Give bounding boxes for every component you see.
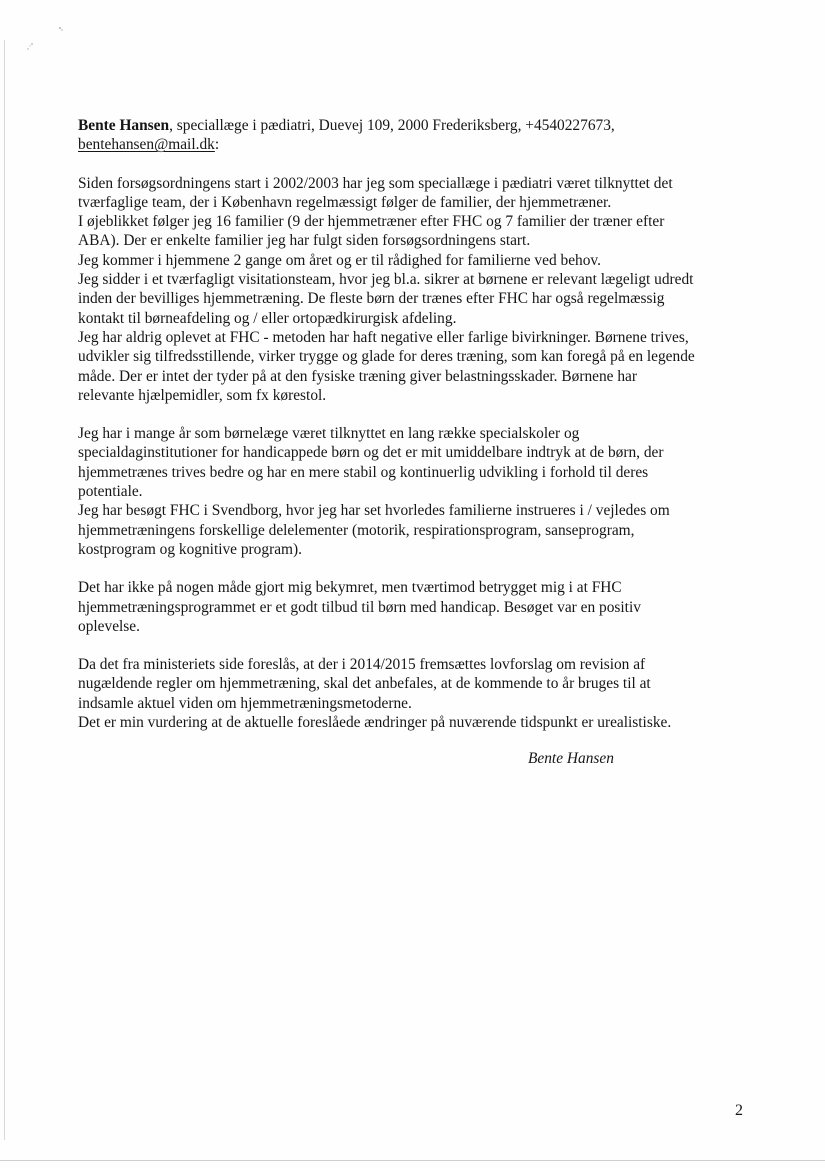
- author-name: Bente Hansen: [78, 117, 170, 134]
- paragraph-line: tværfaglige team, der i København regelmæssigt følger de familier, der hjemmetræner.: [78, 193, 612, 211]
- signature: Bente Hansen: [528, 750, 614, 767]
- paragraph-line: Jeg har aldrig oplevet at FHC - metoden har haft negative eller farlige bivirkninger. Børnene trives,: [78, 328, 689, 346]
- paragraph-line: inden der bevilliges hjemmetræning. De fleste børn der trænes efter FHC har også regelmæssig: [78, 290, 665, 308]
- paragraph-line: kontakt til børneafdeling og / eller ortopædkirurgisk afdeling.: [78, 309, 457, 327]
- paragraph: [78, 578, 748, 636]
- paragraph: [78, 424, 748, 559]
- paragraph-line: ABA). Der er enkelte familier jeg har fulgt siden forsøgsordningens start.: [78, 232, 531, 250]
- paragraph-line: Da det fra ministeriets side foreslås, at der i 2014/2015 fremsættes lovforslag om revision af: [78, 656, 646, 674]
- paragraph-line: kostprogram og kognitive program).: [78, 540, 302, 558]
- email-suffix: :: [214, 136, 220, 154]
- author-email: bentehansen@mail.dk: [78, 136, 215, 154]
- paragraph-line: nugældende regler om hjemmetræning, skal det anbefales, at de kommende to år bruges til at: [78, 675, 651, 693]
- paragraph: [78, 174, 748, 406]
- author-details: , speciallæge i pædiatri, Duevej 109, 2000 Frederiksberg, +4540227673,: [169, 117, 615, 134]
- paragraph-line: Jeg sidder i et tværfagligt visitationsteam, hvor jeg bl.a. sikrer at børnene er relevant lægeligt udredt: [78, 271, 694, 289]
- paragraph-line: specialdaginstitutioner for handicappede børn og det er mit umiddelbare indtryk at de børn, der: [78, 444, 664, 462]
- letter-body: [78, 116, 748, 732]
- page-number: 2: [735, 1102, 743, 1119]
- paragraph-line: Det har ikke på nogen måde gjort mig bekymret, men tværtimod betrygget mig i at FHC: [78, 579, 622, 597]
- paragraph-line: Siden forsøgsordningens start i 2002/2003 har jeg som speciallæge i pædiatri været tilknyttet det: [78, 174, 673, 192]
- scan-specks: [18, 22, 78, 52]
- paragraph-line: hjemmetræningsprogrammet er et godt tilbud til børn med handicap. Besøget var en positiv: [78, 598, 641, 616]
- paragraph-line: hjemmetrænes trives bedre og har en mere stabil og kontinuerlig udvikling i forhold til deres: [78, 463, 649, 481]
- paragraphs: [78, 174, 748, 733]
- paragraph-line: Jeg har i mange år som børnelæge været tilknyttet en lang række specialskoler og: [78, 425, 580, 443]
- paragraph-line: potentiale.: [78, 483, 143, 501]
- paragraph-line: Jeg har besøgt FHC i Svendborg, hvor jeg har set hvorledes familierne instrueres i / vejledes om: [78, 502, 670, 520]
- paragraph-line: udvikler sig tilfredsstillende, virker trygge og glade for deres træning, som kan foregå på en legende: [78, 348, 695, 366]
- paragraph-line: I øjeblikket følger jeg 16 familier (9 der hjemmetræner efter FHC og 7 familier der træner efter: [78, 213, 665, 231]
- paragraph-line: måde. Der er intet der tyder på at den fysiske træning giver belastningsskader. Børnene har: [78, 367, 638, 385]
- paragraph-line: Det er min vurdering at de aktuelle foreslåede ændringer på nuværende tidspunkt er urealistiske.: [78, 714, 672, 732]
- scan-left-edge: [4, 40, 5, 1140]
- letter-header: [78, 116, 748, 155]
- scan-bottom-edge: [0, 1160, 825, 1161]
- paragraph-line: oplevelse.: [78, 617, 140, 635]
- paragraph-line: indsamle aktuel viden om hjemmetræningsmetoderne.: [78, 694, 412, 712]
- paragraph: [78, 655, 748, 732]
- paragraph-line: relevante hjælpemidler, som fx kørestol.: [78, 386, 327, 404]
- paragraph-line: Jeg kommer i hjemmene 2 gange om året og er til rådighed for familierne ved behov.: [78, 251, 601, 269]
- paragraph-line: hjemmetræningens forskellige delelementer (motorik, respirationsprogram, sanseprogram,: [78, 521, 635, 539]
